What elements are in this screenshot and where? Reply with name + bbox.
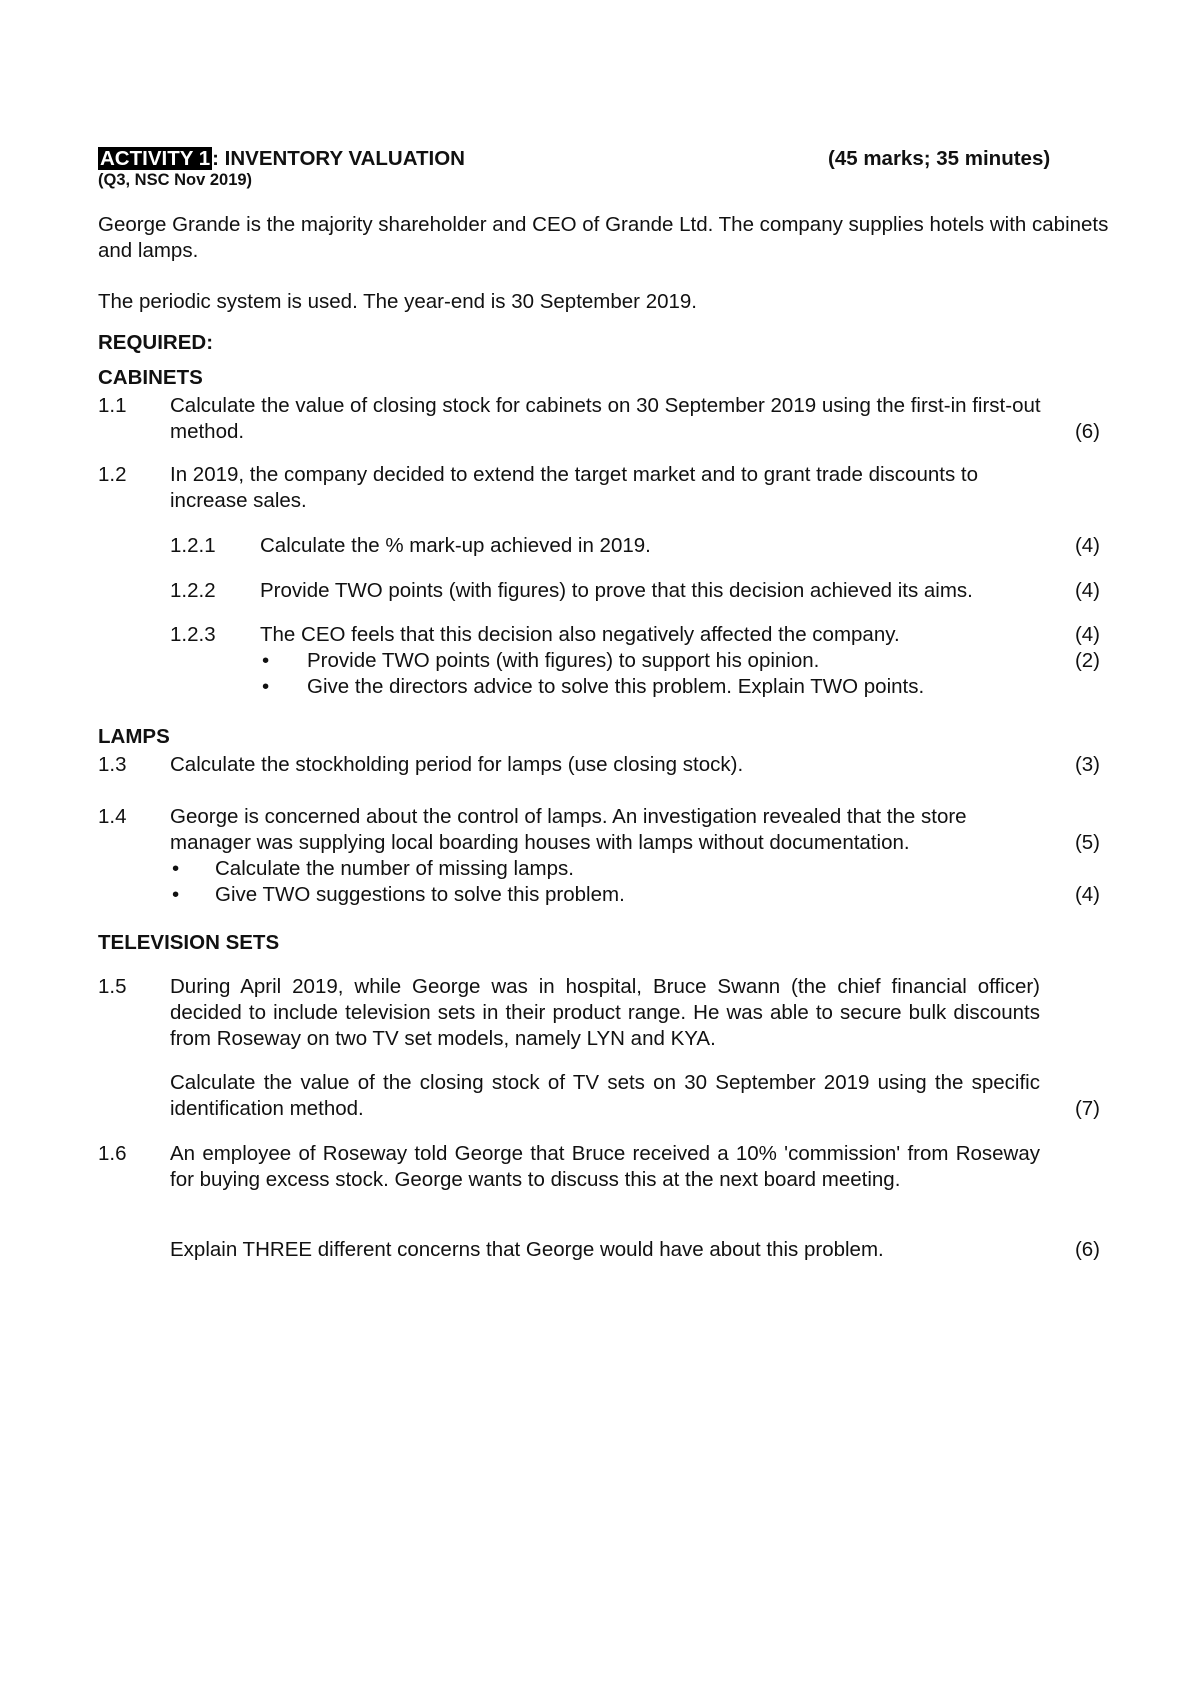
q1-2-number: 1.2 bbox=[98, 463, 127, 486]
q1-2-1-marks: (4) bbox=[1074, 534, 1100, 557]
intro-periodic: The periodic system is used. The year-end is 30 September 2019. bbox=[98, 290, 697, 313]
q1-1-marks: (6) bbox=[1074, 420, 1100, 443]
activity-label: ACTIVITY 1 bbox=[100, 147, 211, 170]
activity-source: (Q3, NSC Nov 2019) bbox=[98, 171, 253, 189]
q1-5-marks: (7) bbox=[1074, 1097, 1100, 1120]
required-heading: REQUIRED: bbox=[98, 331, 214, 354]
q1-6-number: 1.6 bbox=[98, 1142, 127, 1165]
q1-2-2-text: Provide TWO points (with figures) to prove that this decision achieved its aims. bbox=[260, 579, 973, 602]
q1-4-bullet2: Give TWO suggestions to solve this problem. bbox=[215, 883, 625, 906]
q1-2-3-bullet1-marks: (2) bbox=[1074, 649, 1100, 672]
q1-5-number: 1.5 bbox=[98, 975, 127, 998]
bullet-icon: • bbox=[172, 883, 180, 906]
q1-2-2-number: 1.2.2 bbox=[170, 579, 216, 602]
cabinets-heading: CABINETS bbox=[98, 366, 203, 389]
q1-4-bullet1: Calculate the number of missing lamps. bbox=[215, 857, 574, 880]
q1-2-2-marks: (4) bbox=[1074, 579, 1100, 602]
q1-3-marks: (3) bbox=[1074, 753, 1100, 776]
q1-4-line1: George is concerned about the control of lamps. An investigation revealed that the store bbox=[170, 805, 967, 828]
q1-2-text: In 2019, the company decided to extend the target market and to grant trade discounts to increase sales. bbox=[170, 463, 978, 512]
q1-6-marks: (6) bbox=[1074, 1238, 1100, 1261]
q1-2-3-text: The CEO feels that this decision also negatively affected the company. bbox=[260, 623, 900, 646]
q1-4-number: 1.4 bbox=[98, 805, 127, 828]
bullet-icon: • bbox=[262, 675, 270, 698]
q1-5-instruction: Calculate the value of the closing stock of TV sets on 30 September 2019 using the specific identification method. bbox=[170, 1071, 1040, 1120]
q1-6-text: An employee of Roseway told George that Bruce received a 10% 'commission' from Roseway for buying excess stock. George wants to discuss this at the next board meeting. bbox=[170, 1142, 1040, 1191]
q1-4-marks: (5) bbox=[1074, 831, 1100, 854]
q1-4-line2: manager was supplying local boarding houses with lamps without documentation. bbox=[170, 831, 910, 854]
bullet-icon: • bbox=[262, 649, 270, 672]
q1-4-bullet2-marks: (4) bbox=[1074, 883, 1100, 906]
activity-marks: (45 marks; 35 minutes) bbox=[828, 147, 1051, 170]
q1-2-3-bullet1: Provide TWO points (with figures) to support his opinion. bbox=[307, 649, 820, 672]
q1-5-text: During April 2019, while George was in hospital, Bruce Swann (the chief financial officer) decided to include television sets in their product range. He was able to secure bulk discounts from Roseway on two TV set models, namely LYN and KYA. bbox=[170, 975, 1040, 1050]
lamps-heading: LAMPS bbox=[98, 725, 170, 748]
q1-2-3-marks: (4) bbox=[1074, 623, 1100, 646]
q1-2-3-number: 1.2.3 bbox=[170, 623, 216, 646]
q1-3-number: 1.3 bbox=[98, 753, 127, 776]
q1-2-1-number: 1.2.1 bbox=[170, 534, 216, 557]
q1-1-number: 1.1 bbox=[98, 394, 127, 417]
q1-2-3-bullet2: Give the directors advice to solve this problem. Explain TWO points. bbox=[307, 675, 925, 698]
intro-paragraph: George Grande is the majority shareholder and CEO of Grande Ltd. The company supplies hotels with cabinets and lamps. bbox=[98, 213, 1109, 262]
q1-2-1-text: Calculate the % mark-up achieved in 2019. bbox=[260, 534, 651, 557]
q1-3-text: Calculate the stockholding period for lamps (use closing stock). bbox=[170, 753, 744, 776]
q1-6-instruction: Explain THREE different concerns that George would have about this problem. bbox=[170, 1238, 884, 1261]
bullet-icon: • bbox=[172, 857, 180, 880]
tv-heading: TELEVISION SETS bbox=[98, 931, 280, 954]
activity-title-text: : INVENTORY VALUATION bbox=[212, 147, 465, 170]
activity-title bbox=[98, 146, 465, 172]
q1-1-text: Calculate the value of closing stock for cabinets on 30 September 2019 using the first-in first-out method. bbox=[170, 394, 1041, 443]
